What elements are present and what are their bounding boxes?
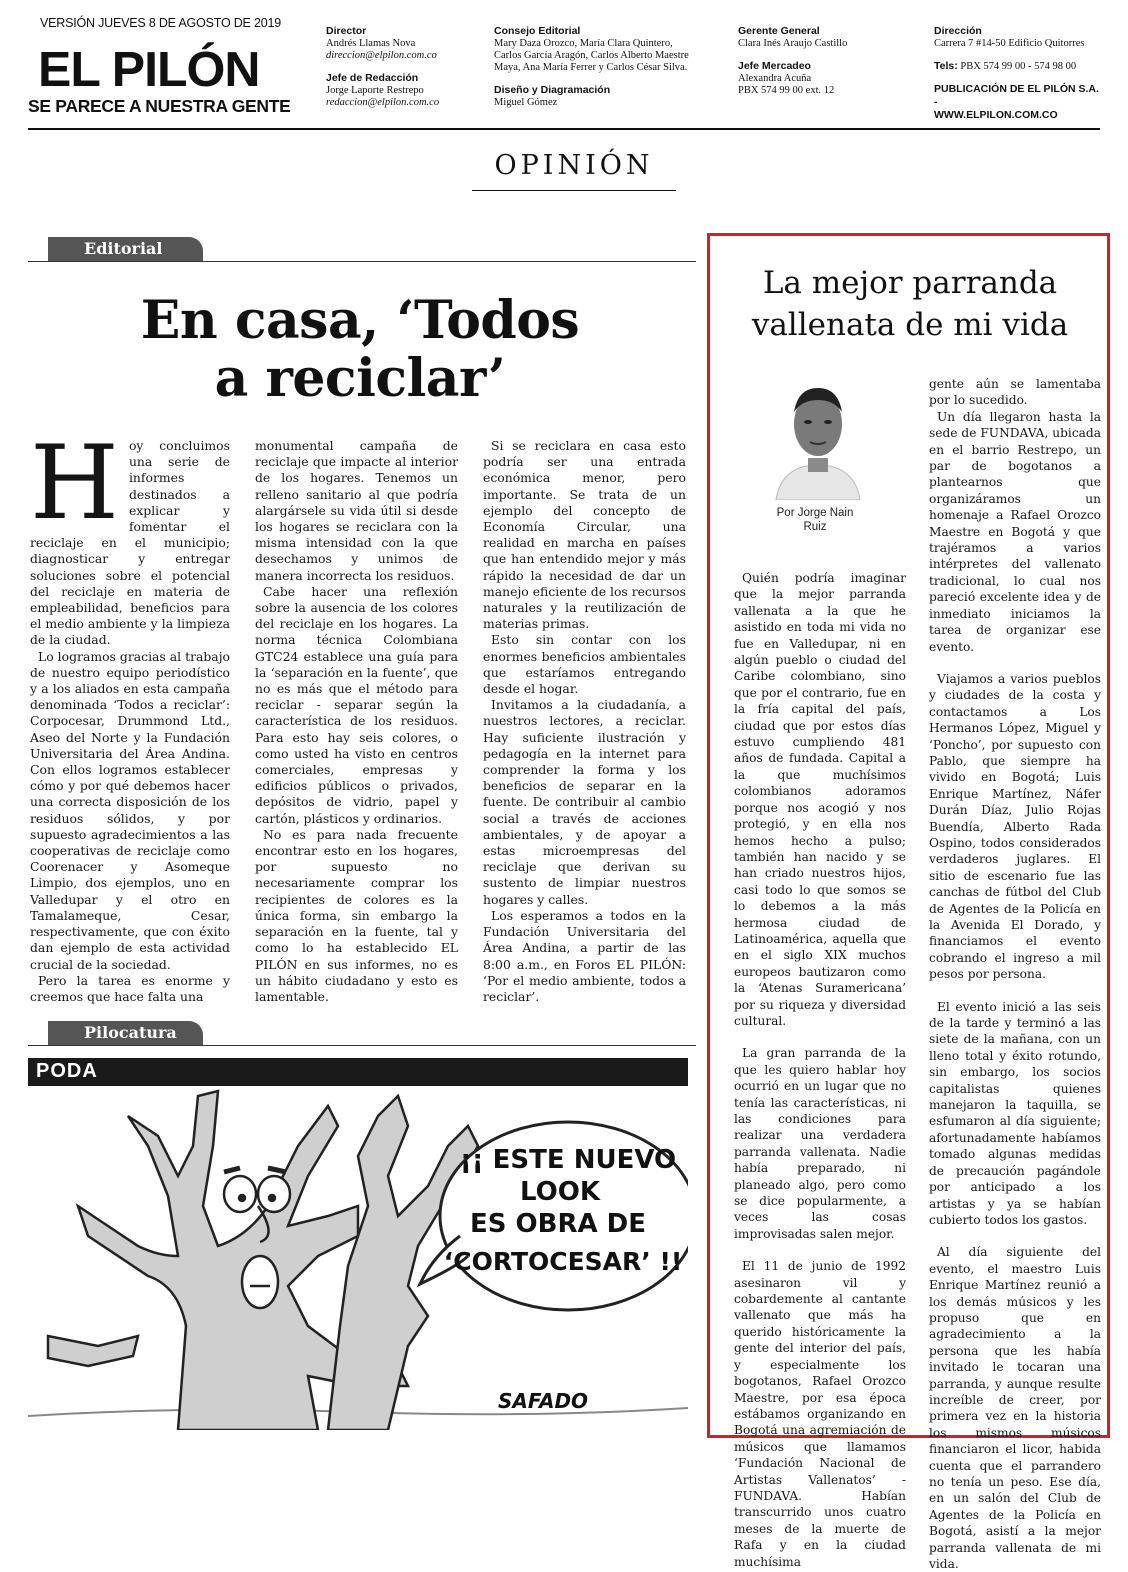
editorial-paragraph: oy concluimos una serie de informes destinados a explicar y fomentar el reciclaje en el municipio; diagnosticar y entregar soluciones sobre el potencial del reciclaje en materia de empleabilidad, beneficios para el medio ambiente y la limpieza de la ciudad. [30,438,230,648]
editorial-column-2 [255,438,458,1005]
balloon-text-line-2: LOOK [520,1177,600,1207]
editorial-column-3 [483,438,686,1005]
opinion-paragraph: El evento inició a las seis de la tarde y terminó a las siete de la mañana, con un lleno total y éxito rotundo, sin embargo, los socios capitalistas quienes manejaron la taquilla, se esfumaron al día siguiente; afortunadamente habíamos tomado algunas medidas de precaución pagándole por anticipado a los artistas y ya se habían cubierto todos los gastos. [929,999,1101,1227]
editorial-paragraph: Pero la tarea es enorme y creemos que hace falta una [30,972,230,1004]
pilocatura-rule [28,1045,696,1046]
tels-label: Tels: [934,60,958,72]
editorial-headline [60,292,660,408]
jefe-redaccion-name: Jorge Laporte Restrepo [326,85,424,96]
opinion-headline-line-2: vallenata de mi vida [751,307,1069,343]
cartoon-title: PODA [36,1060,98,1082]
masthead-director-block [326,25,486,109]
newspaper-slogan: SE PARECE A NUESTRA GENTE [28,96,291,116]
jefe-redaccion-label: Jefe de Redacción [326,72,419,84]
opinion-headline-line-1: La mejor parranda [762,265,1058,301]
jefe-mercadeo-name: Alexandra Acuña [738,73,812,84]
opinion-paragraph: Viajamos a varios pueblos y ciudades de la costa y contactamos a Los Hermanos López, Miguel y ‘Poncho’, por supuesto con Pablo, que siempre ha vivido en Bogotá; Luis Enrique Martínez, Náfer Durán Díaz, Julio Rojas Buendía, Alberto Rada Ospino, todos considerados verdaderos juglares. El sitio de escenario fue las canchas de fútbol del Club de Agentes de la Policía en la Avenida El Dorado, y financiamos el evento cobrando el ingreso a mil pesos por persona. [929,671,1101,982]
author-byline [760,506,870,534]
gerente-name: Clara Inés Araujo Castillo [738,38,848,49]
opinion-paragraph: El 11 de junio de 1992 asesinaron vil y cobardemente al cantante vallenato que más ha querido históricamente la gente del interior del país, y especialmente los bogotanos, Rafael Orozco Maestre, por esa época estábamos organizando en Bogotá una agremiación de músicos que llamamos ‘Fundación Nacional de Artistas Vallenatos’ - FUNDAVA. Habían transcurrido unos cuatro meses de la muerte de Rafa y en la ciudad muchísima [734,1259,906,1569]
editorial-tab-label: Editorial [84,239,163,258]
editorial-headline-line-2: a reciclar’ [214,348,506,409]
author-photo [768,376,868,500]
consejo-line-1: Mary Daza Orozco, María Clara Quintero, [494,38,673,49]
opinion-paragraph: Quién podría imaginar que la mejor parranda vallenata a la que he asistido en toda mi vida no fue en Valledupar, ni en algún pueblo o ciudad del Caribe colombiano, sino que por el contrario, fue en la fría capital del país, ciudad que por estos días estuvo cumpliendo 481 años de fundada. Capital a la que muchísimos colombianos adoramos porque nos acogió y nos protegió, y en ella nos hemos hecho a pulso; también han nacido y se han criado nuestros hijos, casi todo lo que somos se lo debemos a la más hermosa ciudad de Latinoamérica, aquella que en el siglo XIX muchos europeos bautizaron como la ‘Atenas Suramericana’ por su riqueza y diversidad cultural. [734,571,906,1028]
masthead-direccion-block [934,25,1104,122]
editorial-paragraph: No es para nada frecuente encontrar esto en los hogares, por supuesto no necesariamente comprar los recipientes de colores es la única forma, sin embargo la separación en la fuente, tal y como lo ha establecido EL PILÓN en sus informes, no es un hábito ciudadano y esto es lamentable. [255,826,458,1004]
diseno-label: Diseño y Diagramación [494,84,611,96]
consejo-label: Consejo Editorial [494,25,581,37]
editorial-paragraph: monumental campaña de reciclaje que impacte al interior de los hogares. Tenemos un relleno sanitario al que podría alargársele su vida útil si desde los hogares se reciclara con la misma intensidad con la que desechamos y unimos de manera incorrecta los residuos. [255,438,458,583]
editorial-tab [48,237,203,261]
balloon-text-line-1: ¡¡ ESTE NUEVO [459,1145,677,1175]
masthead-rule [28,128,1100,130]
author-byline-line-2: Ruiz [803,521,827,533]
director-label: Director [326,25,367,37]
opinion-column-1 [734,570,906,1570]
jefe-mercadeo-phone: PBX 574 99 00 ext. 12 [738,85,835,96]
consejo-line-2: Carlos García Aragón, Carlos Alberto Maestre [494,50,689,61]
opinion-paragraph: gente aún se lamentaba por lo sucedido. [929,377,1101,408]
opinion-paragraph: Al día siguiente del evento, el maestro Luis Enrique Martínez reunió a los demás músicos y les propuso que en agradecimiento a la persona que les había invitado le tocaran una parranda, y aunque resulte increíble de creer, por primera vez en la historia los mismos músicos financiaron el licor, habida cuenta que el parrandero no tenía un peso. Ese día, en un salón del Club de Agentes de la Policía en Bogotá, asistí a la mejor parranda vallenata de mi vida. [929,1245,1101,1572]
author-byline-line-1: Por Jorge Nain [776,507,854,519]
opinion-paragraph: Un día llegaron hasta la sede de FUNDAVA, ubicada en el barrio Restrepo, un par de bogotanos a plantearnos que organizáramos un homenaje a Rafael Orozco Maestre en Bogotá y que trajéramos a varios intérpretes del vallenato tradicional, lo cual nos pareció excelente idea y de inmediato iniciamos la tarea de organizar ese evento. [929,409,1101,654]
director-email: direccion@elpilon.com.co [326,50,437,61]
opinion-headline [720,262,1100,346]
balloon-text-line-4: ‘CORTOCESAR’ !! [443,1247,683,1276]
publicacion-line-1: PUBLICACIÓN DE EL PILÓN S.A. - [934,83,1099,108]
diseno-name: Miguel Gómez [494,97,558,108]
balloon-text-line-3: ES OBRA DE [470,1209,646,1239]
editorial-paragraph: Lo logramos gracias al trabajo de nuestro equipo periodístico y a los aliados en esta campaña denominada ‘Todos a reciclar’: Corpocesar, Drummond Ltd., Aseo del Norte y la Fundación Universitaria del Área Andina. Con ellos logramos establecer cómo y por qué debemos hacer una correcta disposición de los residuos sólidos, y por supuesto agradecimientos a las cooperativas de reciclaje como Coorenacer y Asomeque Limpio, dos ejemplos, uno en Valledupar y el otro en Tamalameque, Cesar, respectivamente, que con éxito dan ejemplo de esta actividad crucial de la sociedad. [30,648,230,972]
gerente-label: Gerente General [738,25,820,37]
edition-date: VERSIÓN JUEVES 8 DE AGOSTO DE 2019 [40,16,281,30]
pilocatura-tab-label: Pilocatura [84,1023,177,1042]
editorial-paragraph: Si se reciclara en casa esto podría ser una entrada económica menor, pero importante. Se trata de un ejemplo del concepto de Economía Circular, una realidad en marcha en países que han entendido mejor y más rápido la necesidad de dar un manejo eficiente de los recursos naturales y la reutilización de materias primas. [483,438,686,632]
cartoonist-signature: SAFADO [498,1389,589,1413]
publicacion-line-2: WWW.ELPILON.COM.CO [934,109,1058,121]
pilocatura-tab [48,1021,203,1045]
editorial-column-1 [30,424,230,1005]
masthead-consejo-block [494,25,724,109]
editorial-paragraph: Los esperamos a todos en la Fundación Universitaria del Área Andina, a partir de las 8:00 a.m., en Foros EL PILÓN: ‘Por el medio ambiente, todos a reciclar’. [483,907,686,1004]
editorial-paragraph: Invitamos a la ciudadanía, a nuestros lectores, a reciclar. Hay suficiente ilustración y pedagogía en la internet para comprender la forma y los beneficios de separar en la fuente. De contribuir al cambio social a través de acciones ambientales, y de apoyar a estas microempresas del reciclaje que derivan su sustento de limpiar nuestros hogares y calles. [483,697,686,907]
section-title: OPINIÓN [494,150,654,181]
opinion-paragraph: La gran parranda de la que les quiero hablar hoy ocurrió en un lugar que no tenía las características, ni las condiciones para realizar una verdadera parranda vallenata. Nadie había preparado, ni planeado algo, pero como se dice popularmente, a veces las cosas improvisadas salen mejor. [734,1046,906,1241]
opinion-column-2 [929,376,1101,1572]
editorial-headline-line-1: En casa, ‘Todos [140,290,580,351]
editorial-paragraph: Esto sin contar con los enormes beneficios ambientales que estaríamos entregando desde el hogar. [483,632,686,697]
consejo-line-3: Maya, Ana María Ferrer y Carlos César Silva. [494,62,688,73]
editorial-rule [28,261,696,262]
direccion-label: Dirección [934,25,982,37]
direccion-address: Carrera 7 #14-50 Edificio Quitorres [934,38,1085,49]
cartoon-title-bar [28,1058,688,1086]
tels-value: PBX 574 99 00 - 574 98 00 [960,61,1077,72]
jefe-mercadeo-label: Jefe Mercadeo [738,60,811,72]
newspaper-logo: EL PILÓN [38,43,260,97]
cartoon-illustration [28,1086,688,1430]
director-name: Andrés Llamas Nova [326,38,416,49]
jefe-redaccion-email: redaccion@elpilon.com.co [326,97,440,108]
section-title-underline [472,190,676,191]
editorial-dropcap: H [30,424,119,543]
editorial-paragraph: Cabe hacer una reflexión sobre la ausencia de los colores del reciclaje en los hogares. La norma técnica Colombiana GTC24 establece una guía para la ‘separación en la fuente’, que no es más que el método para reciclar - separar según la característica de los residuos. Para esto hay seis colores, o como usted ha visto en centros comerciales, empresas y edificios públicos o privados, depósitos de vidrio, papel y cartón, plásticos y ordinarios. [255,583,458,826]
masthead-gerente-block [738,25,918,97]
